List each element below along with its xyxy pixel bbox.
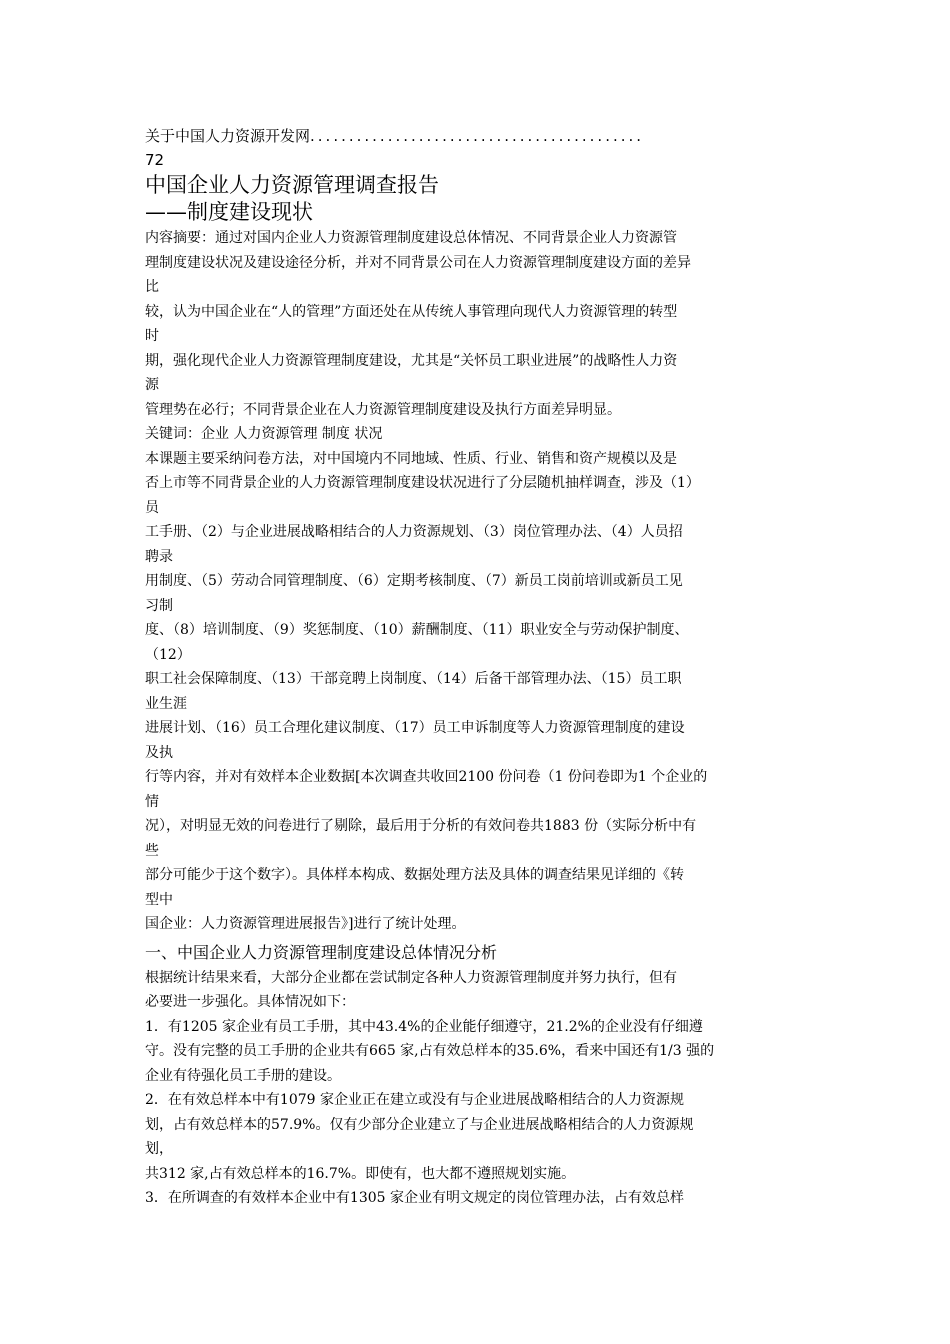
method-line: 职工社会保障制度、（13）干部竞聘上岗制度、（14）后备干部管理办法、（15）员工职	[145, 671, 682, 687]
method-line: 员	[145, 499, 159, 516]
method-line: 进展计划、（16）员工合理化建议制度、（17）员工申诉制度等人力资源管理制度的建设	[145, 720, 685, 736]
section-line: 划，占有效总样本的57.9%。仅有少部分企业建立了与企业进展战略相结合的人力资源规	[145, 1116, 694, 1133]
section-line: 企业有待强化员工手册的建设。	[145, 1067, 341, 1084]
keywords: 关键词：企业 人力资源管理 制度 状况	[145, 426, 383, 442]
document-page	[145, 124, 810, 1211]
section-line: 2．在有效总样本中有1079 家企业正在建立或没有与企业进展战略相结合的人力资源规	[145, 1092, 684, 1108]
method-line: 些	[145, 842, 159, 859]
section-line: 1．有1205 家企业有员工手册，其中43.4%的企业能仔细遵守，21.2%的企业没有仔细遵	[145, 1018, 703, 1035]
section-line: 守。没有完整的员工手册的企业共有665 家,占有效总样本的35.6%，看来中国还有1/3 强的	[145, 1043, 715, 1059]
method-line: 部分可能少于这个数字）。具体样本构成、数据处理方法及具体的调查结果见详细的《转	[145, 867, 684, 883]
method-line: 否上市等不同背景企业的人力资源管理制度建设状况进行了分层随机抽样调查，涉及（1）	[145, 475, 700, 491]
abstract-line: 比	[145, 279, 159, 295]
abstract-line: 管理势在必行；不同背景企业在人力资源管理制度建设及执行方面差异明显。	[145, 401, 621, 418]
section-line: 3．在所调查的有效样本企业中有1305 家企业有明文规定的岗位管理办法，占有效总样	[145, 1190, 684, 1206]
methodology	[145, 447, 810, 937]
method-line: 聘录	[145, 548, 173, 565]
section-line: 划，	[145, 1141, 173, 1157]
method-line: 况），对明显无效的问卷进行了剔除，最后用于分析的有效问卷共1883 份（实际分析中有	[145, 818, 697, 834]
method-line: 度、（8）培训制度、（9）奖惩制度、（10）薪酬制度、（11）职业安全与劳动保护制度、	[145, 622, 689, 638]
section-line: 共312 家,占有效总样本的16.7%。即使有，也大都不遵照规划实施。	[145, 1165, 576, 1182]
method-line: （12）	[145, 646, 191, 663]
abstract-line: 较，认为中国企业在“人的管理”方面还处在从传统人事管理向现代人力资源管理的转型	[145, 303, 678, 320]
section-line: 必要进一步强化。具体情况如下：	[145, 994, 355, 1010]
method-line: 国企业：人力资源管理进展报告》]进行了统计处理。	[145, 916, 466, 932]
toc-entry[interactable]	[145, 124, 810, 172]
section-line: 根据统计结果来看，大部分企业都在尝试制定各种人力资源管理制度并努力执行，但有	[145, 969, 677, 986]
abstract-line: 期，强化现代企业人力资源管理制度建设，尤其是“关怀员工职业进展”的战略性人力资	[145, 352, 678, 369]
method-line: 用制度、（5）劳动合同管理制度、（6）定期考核制度、（7）新员工岗前培训或新员工见	[145, 573, 683, 589]
section-heading: 一、中国企业人力资源管理制度建设总体情况分析	[145, 942, 498, 962]
toc-page-number: 72	[145, 151, 165, 169]
toc-title: 关于中国人力资源开发网	[145, 127, 311, 145]
method-line: 习制	[145, 597, 173, 614]
method-line: 本课题主要采纳问卷方法，对中国境内不同地域、性质、行业、销售和资产规模以及是	[145, 450, 677, 467]
abstract-line: 时	[145, 328, 159, 344]
report-title: 中国企业人力资源管理调查报告	[145, 173, 439, 197]
abstract	[145, 226, 810, 422]
section-body	[145, 966, 810, 1211]
report-subtitle: ——制度建设现状	[145, 200, 313, 224]
method-line: 情	[145, 793, 159, 810]
abstract-line: 内容摘要：通过对国内企业人力资源管理制度建设总体情况、不同背景企业人力资源管	[145, 230, 677, 246]
abstract-line: 理制度建设状况及建设途径分析，并对不同背景公司在人力资源管理制度建设方面的差异	[145, 254, 691, 271]
method-line: 行等内容，并对有效样本企业数据[本次调查共收回2100 份问卷（1 份问卷即为1 个企业的	[145, 769, 708, 785]
method-line: 及执	[145, 744, 173, 761]
method-line: 业生涯	[145, 695, 187, 712]
method-line: 工手册、（2）与企业进展战略相结合的人力资源规划、（3）岗位管理办法、（4）人员招	[145, 524, 683, 540]
method-line: 型中	[145, 891, 173, 908]
toc-leader-dots: ...........................................	[310, 127, 645, 145]
abstract-line: 源	[145, 377, 159, 393]
